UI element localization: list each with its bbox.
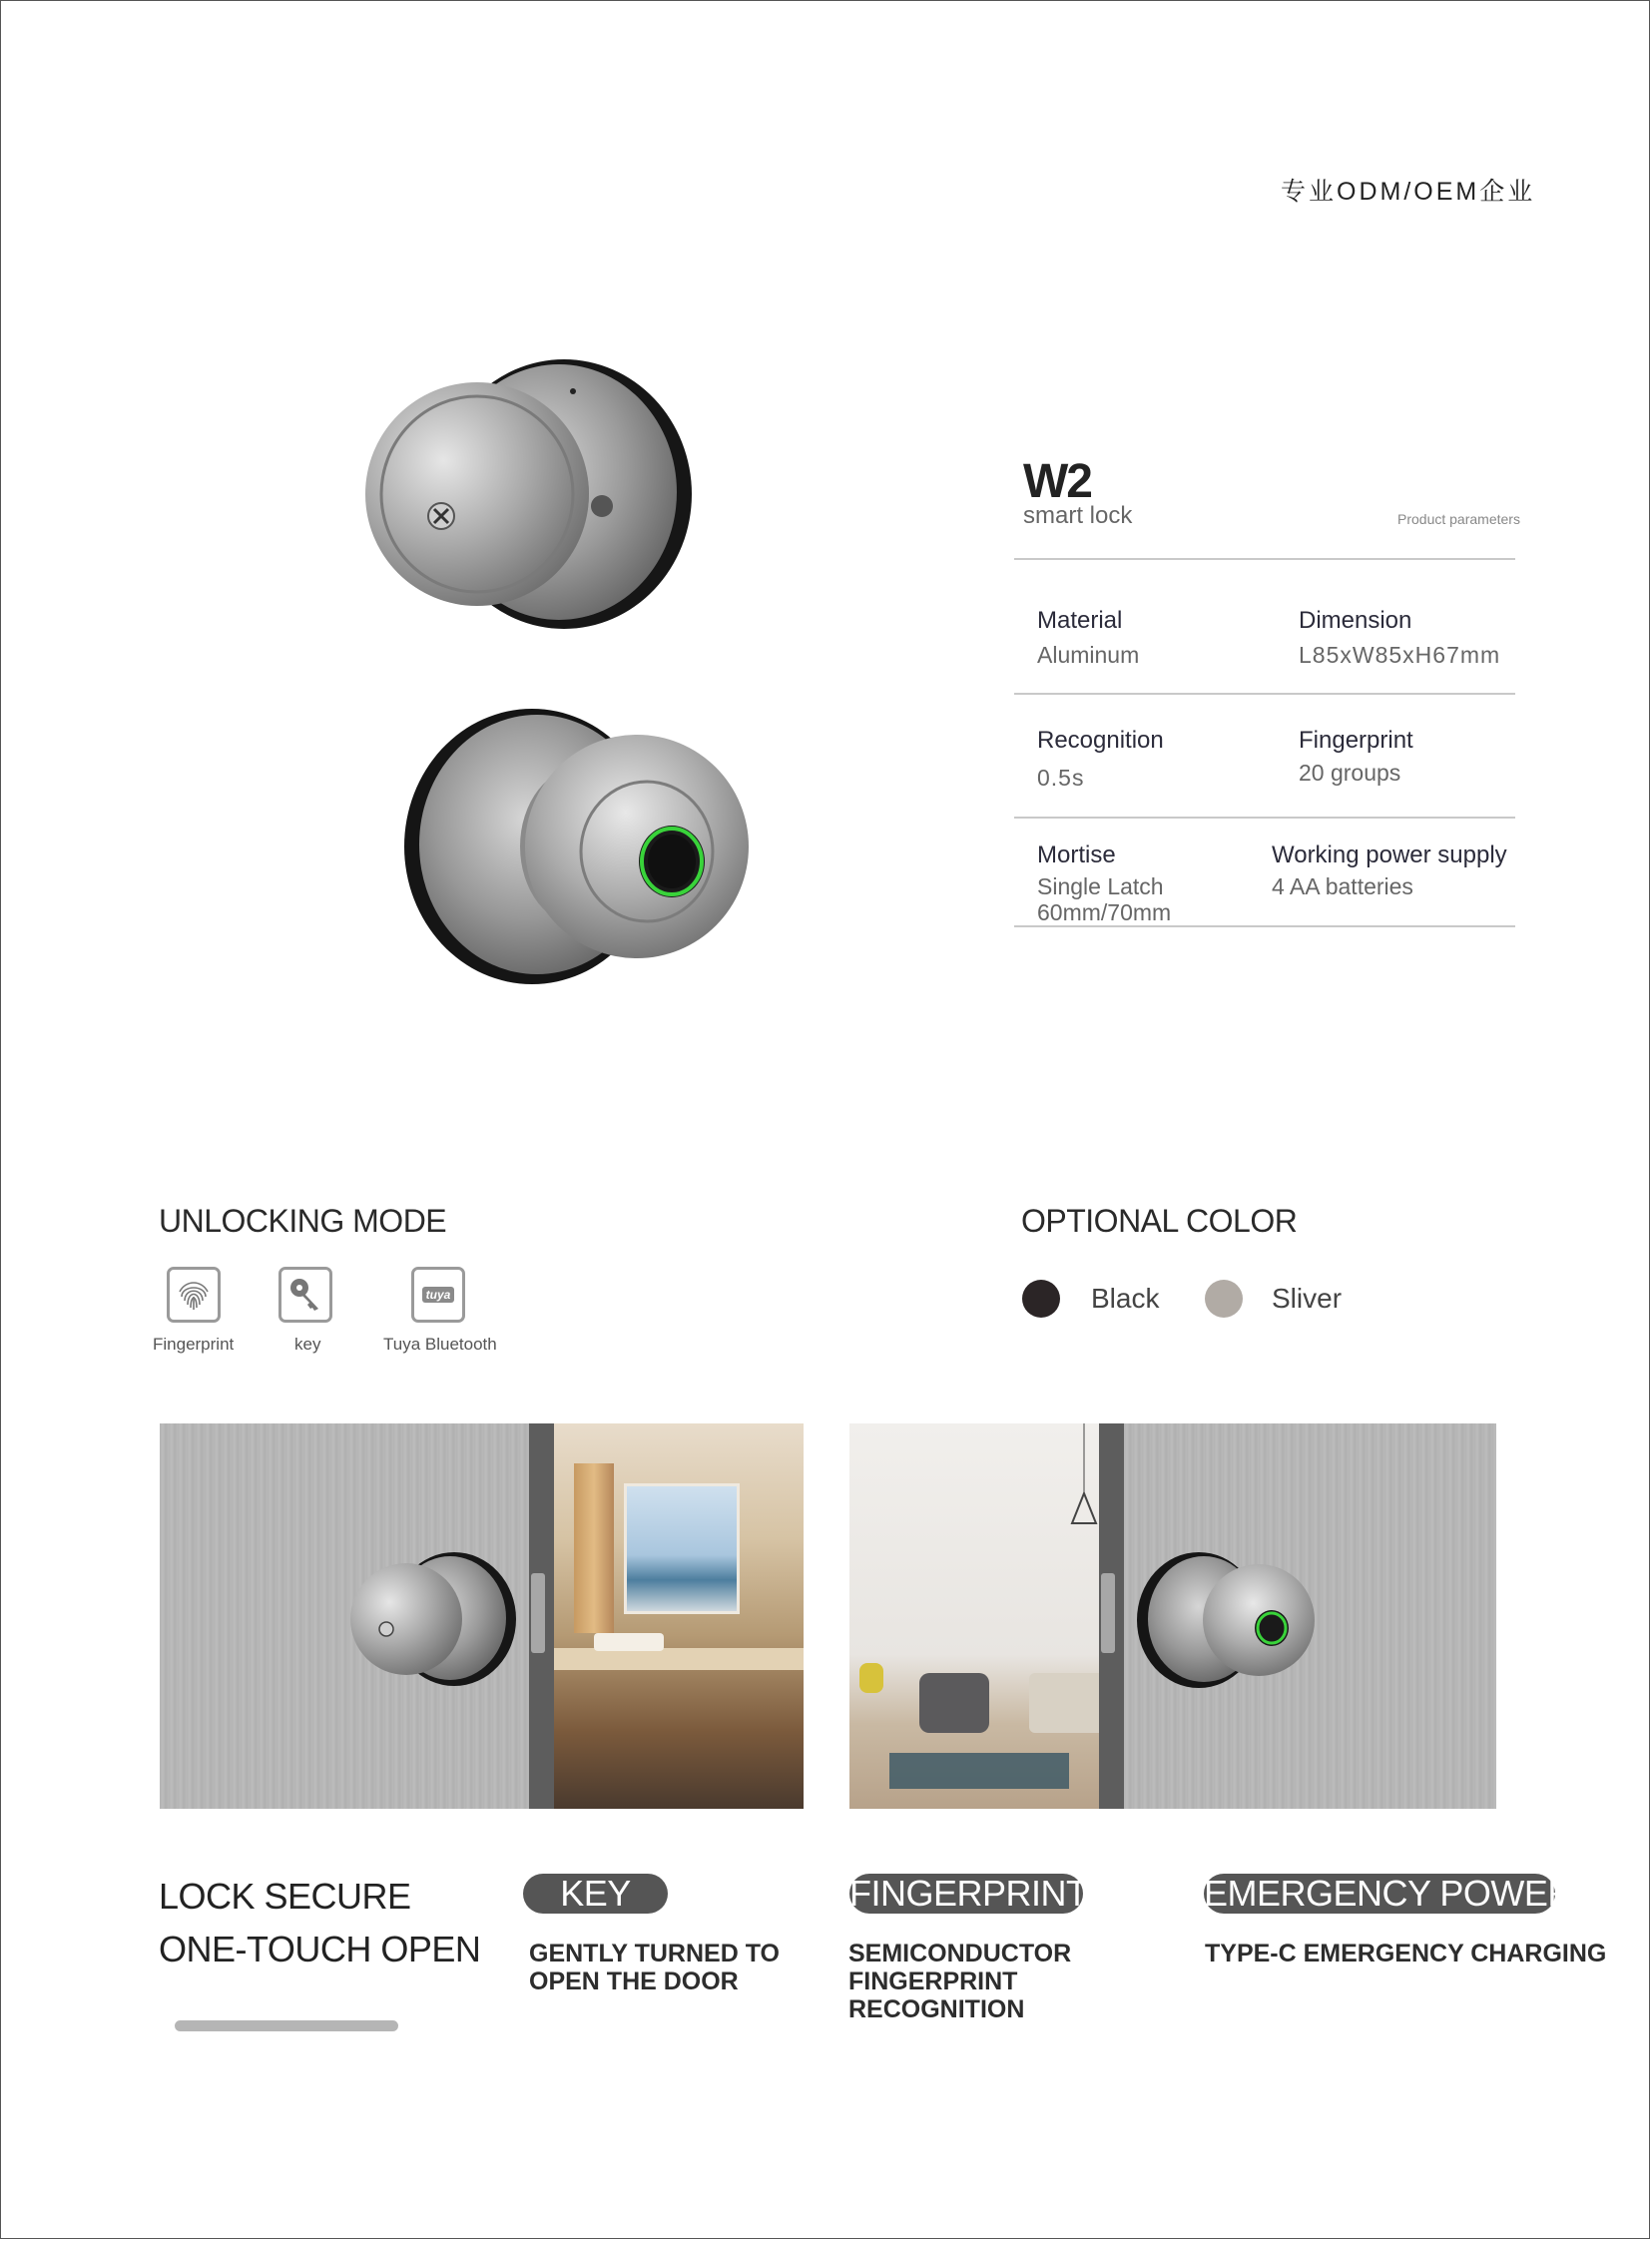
- feature-desc-fingerprint-line-3: RECOGNITION: [848, 1995, 1025, 2023]
- sofa: [1029, 1673, 1109, 1733]
- optional-color-heading: OPTIONAL COLOR: [1021, 1203, 1298, 1239]
- window-view: [624, 1483, 740, 1614]
- feature-desc-key-line-2: OPEN THE DOOR: [529, 1967, 739, 1995]
- door-photo-interior: [849, 1423, 1496, 1809]
- exterior-knob-on-door: [344, 1549, 524, 1689]
- feature-desc-key-line-1: GENTLY TURNED TO: [529, 1940, 780, 1967]
- color-label-sliver: Sliver: [1272, 1283, 1343, 1314]
- spec-label-fingerprint: Fingerprint: [1299, 727, 1413, 754]
- spec-value-power: 4 AA batteries: [1272, 873, 1413, 899]
- headline-line-1: LOCK SECURE: [159, 1876, 411, 1917]
- tuya-logo: tuya: [422, 1287, 455, 1303]
- spec-label-mortise: Mortise: [1037, 841, 1116, 868]
- tuya-icon: [411, 1267, 465, 1323]
- product-subtitle: smart lock: [1023, 502, 1133, 529]
- spec-value-mortise: Single Latch: [1037, 873, 1164, 899]
- spec-divider: [1014, 558, 1515, 560]
- spec-value-fingerprint: 20 groups: [1299, 760, 1401, 786]
- living-room-scene: [849, 1423, 1099, 1809]
- bathroom-scene: [554, 1423, 804, 1809]
- pendant-lamp: [1069, 1423, 1099, 1533]
- color-swatch-black: [1022, 1280, 1060, 1318]
- headline-line-2: ONE-TOUCH OPEN: [159, 1929, 481, 1969]
- spec-value-recognition: 0.5s: [1037, 765, 1085, 791]
- lock-fingerprint-knob-image: [397, 704, 757, 988]
- door-photo-exterior: [160, 1423, 804, 1809]
- mode-label-key: key: [294, 1335, 321, 1354]
- fingerprint-knob-on-door: [1134, 1548, 1324, 1693]
- feature-desc-fingerprint-line-1: SEMICONDUCTOR: [848, 1940, 1072, 1967]
- sink-basin: [594, 1633, 664, 1651]
- scroll-indicator[interactable]: [175, 2020, 398, 2031]
- company-tagline: 专业ODM/OEM企业: [1281, 178, 1536, 206]
- armchair: [919, 1673, 989, 1733]
- product-parameters-label: Product parameters: [1397, 511, 1520, 527]
- fingerprint-icon: [167, 1267, 221, 1323]
- spec-value-dimension: L85xW85xH67mm: [1299, 642, 1501, 668]
- curtain: [574, 1463, 614, 1633]
- spec-divider: [1014, 693, 1515, 695]
- door-latch-plate: [1101, 1573, 1115, 1653]
- color-swatch-sliver: [1205, 1280, 1243, 1318]
- spec-label-dimension: Dimension: [1299, 607, 1412, 634]
- mode-label-tuya: Tuya Bluetooth: [383, 1335, 497, 1354]
- spec-value-material: Aluminum: [1037, 642, 1140, 668]
- spec-label-recognition: Recognition: [1037, 727, 1164, 754]
- rug: [889, 1753, 1069, 1789]
- spec-divider: [1014, 925, 1515, 927]
- vanity-counter: [554, 1648, 804, 1670]
- feature-pill-fingerprint: FINGERPRINT: [849, 1873, 1088, 1914]
- spec-label-material: Material: [1037, 607, 1123, 634]
- feature-desc-fingerprint-line-2: FINGERPRINT: [848, 1967, 1018, 1995]
- product-model: W2: [1023, 455, 1091, 508]
- mode-label-fingerprint: Fingerprint: [153, 1335, 235, 1354]
- lock-exterior-knob-image: [359, 354, 699, 634]
- spec-divider: [1014, 817, 1515, 819]
- color-label-black: Black: [1091, 1283, 1160, 1314]
- key-icon: [278, 1267, 332, 1323]
- feature-pill-emergency-power: EMERGENCY POWER: [1204, 1873, 1573, 1914]
- feature-desc-emergency-power: TYPE-C EMERGENCY CHARGING: [1205, 1940, 1607, 1967]
- spec-label-power: Working power supply: [1272, 841, 1507, 868]
- door-latch-plate: [531, 1573, 545, 1653]
- unlocking-mode-heading: UNLOCKING MODE: [159, 1203, 447, 1239]
- plant-vase: [859, 1663, 883, 1693]
- spec-value-mortise-size: 60mm/70mm: [1037, 899, 1172, 925]
- feature-pill-key: KEY: [523, 1874, 668, 1914]
